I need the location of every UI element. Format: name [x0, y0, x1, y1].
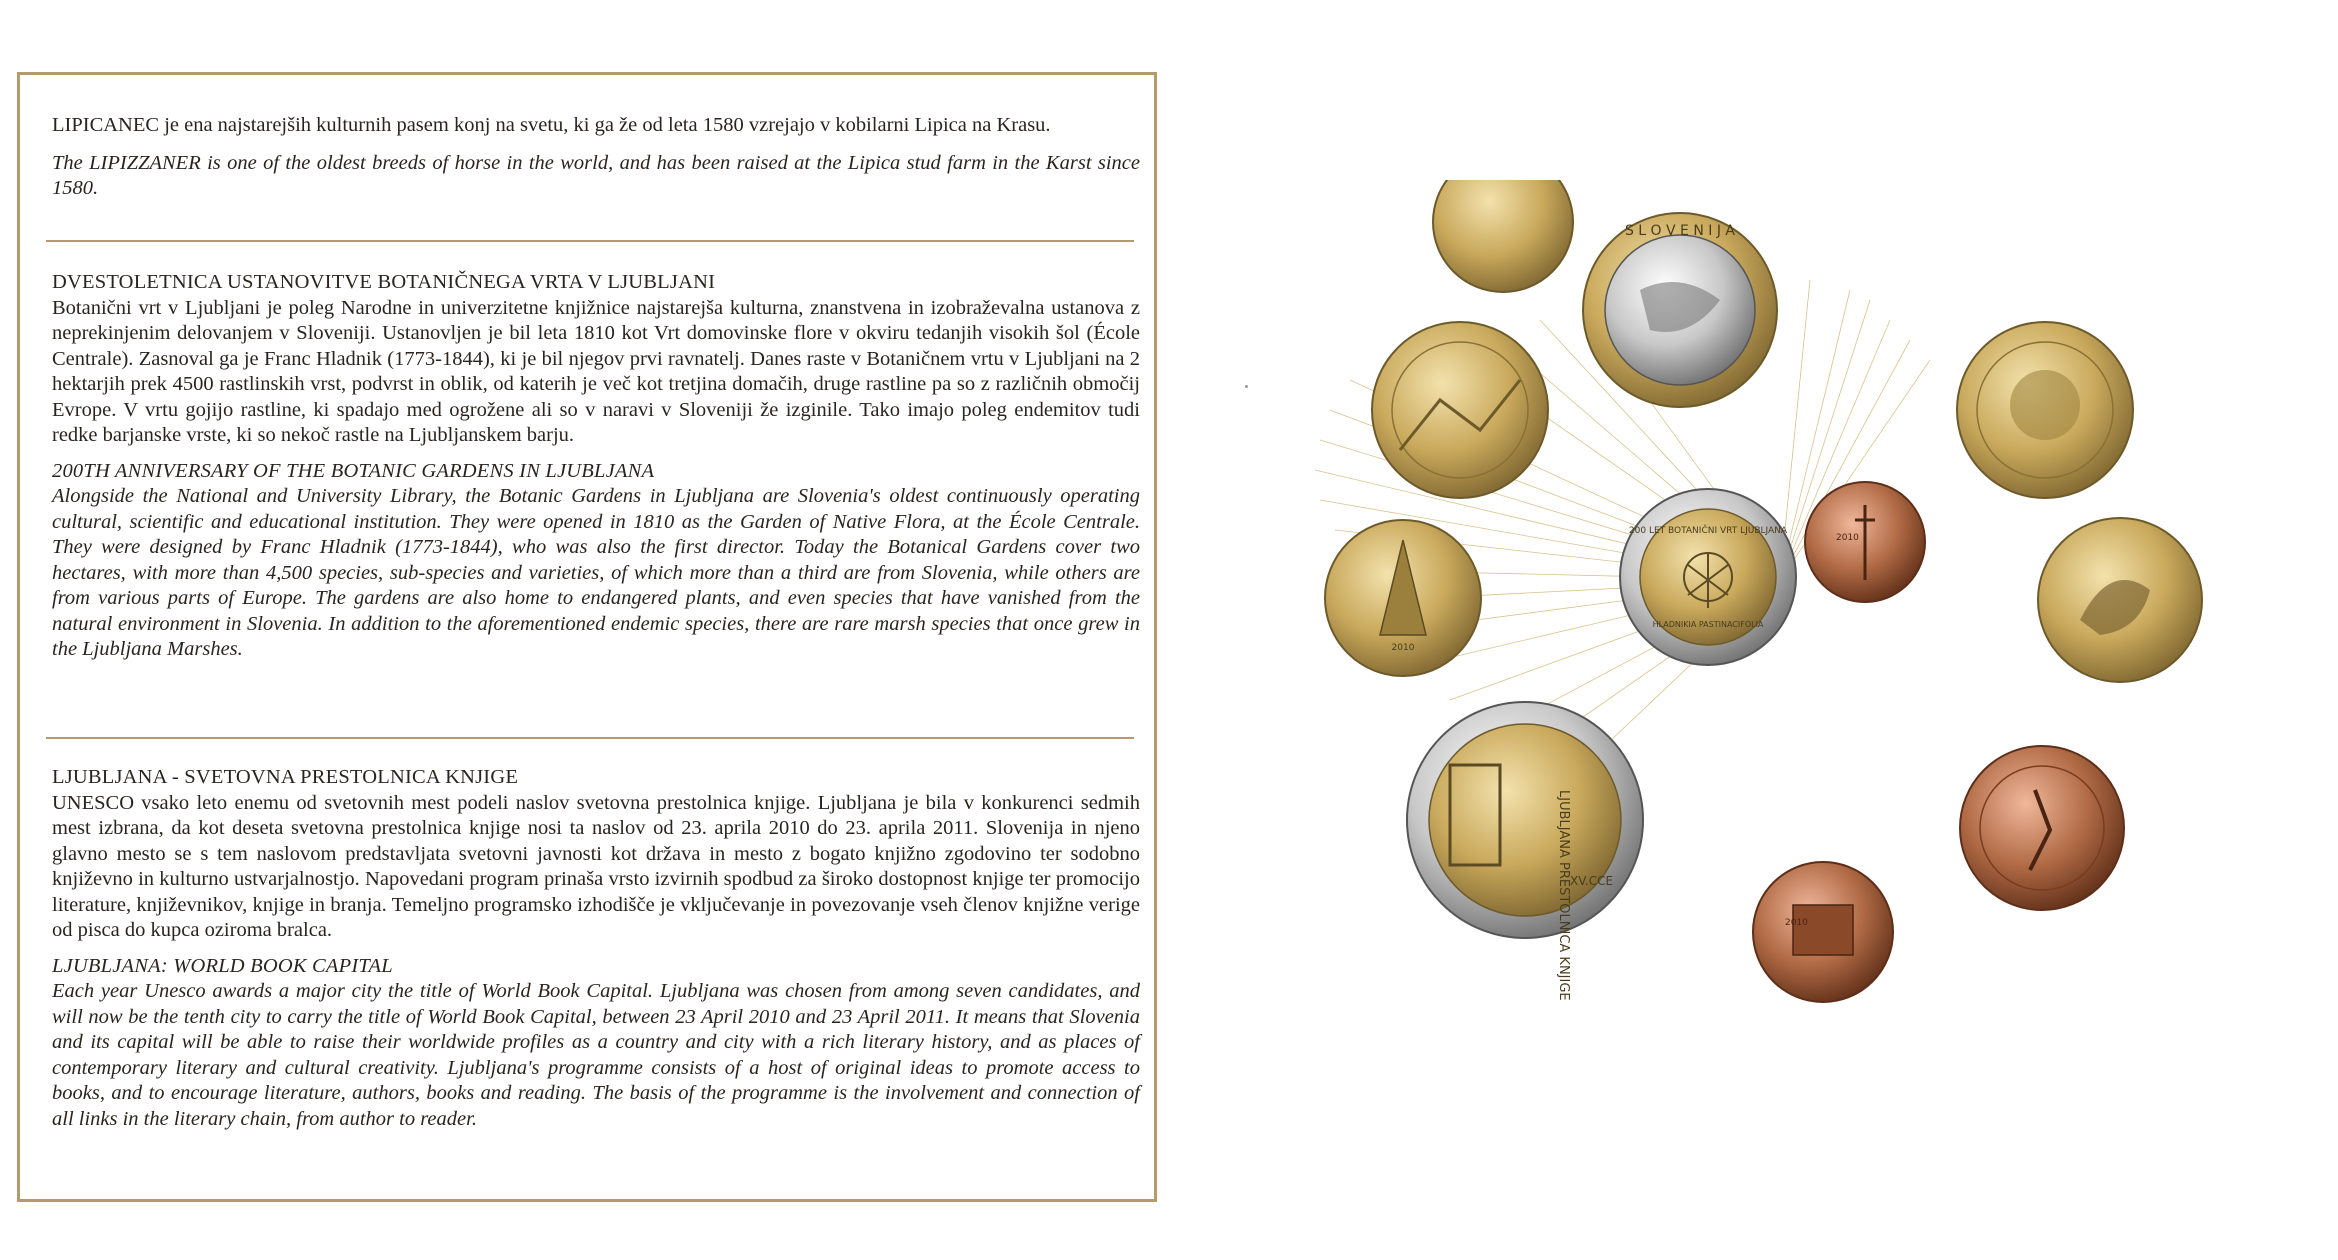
coin-50cent-copper [1753, 862, 1893, 1002]
bookcapital-section [52, 765, 1140, 1132]
botanic-section [52, 270, 1140, 663]
coin-10cent [1325, 520, 1481, 676]
coin-3euro-year: XV.CCE [1570, 874, 1614, 888]
coin-3euro-legend: LJUBLJANA PRESTOLNICA KNJIGE [1556, 790, 1571, 1001]
coin-20cent [2038, 518, 2202, 682]
coin-1euro [1433, 180, 1573, 292]
coin-1cent-year: 2010 [1836, 533, 1859, 543]
coin-right-upper [1957, 322, 2133, 498]
bookcapital-text-sl: UNESCO vsako leto enemu od svetovnih mest podeli naslov svetovna prestolnica knjige. Ljubljana je bila v konkurenci sedmih mest izbrana, da kot deseta svetovna prestolnica knjige nosi ta naslov od 23. aprila 2010 do 23. aprila 2011. Slovenija in njeno glavno mesto se s tem naslovom predstavljata svetovni javnosti kot država in mesto z bogato knjižno zgodovino ter sodobno književno in kulturno ustvarjalnostjo. Napovedani program prinaša vrsto izvirnih spodbud za široko dostopnost knjige ter promocijo literature, književnikov, knjige in branja. Temeljno programsko izhodišče je vključevanje in povezovanje vseh členov knjižne verige od pisca do kupca oziroma bralca. [52, 791, 1140, 941]
divider-1 [46, 240, 1134, 242]
coin-top-legend: S L O V E N I J A [1624, 223, 1736, 239]
bookcapital-title-en: LJUBLJANA: WORLD BOOK CAPITAL [52, 954, 393, 977]
coin-2cent [1960, 746, 2124, 910]
botanic-title-sl: DVESTOLETNICA USTANOVITVE BOTANIČNEGA VRTA V LJUBLJANI [52, 271, 716, 293]
lipica-section [52, 113, 1140, 202]
lipica-body-sl: je ena najstarejših kulturnih pasem konj na svetu, ki ga že od leta 1580 vzrejajo v kobilarni Lipica na Krasu. [159, 114, 1051, 136]
coin-2euro-species: HLADNIKIA PASTINACIFOLIA [1652, 620, 1764, 629]
divider-2 [46, 737, 1134, 739]
coin-2euro-legend: 200 LET BOTANIČNI VRT LJUBLJANA [1628, 526, 1788, 536]
coin-3euro-commemorative [1407, 702, 1643, 1001]
lipica-text-en: The LIPIZZANER is one of the oldest breeds of horse in the world, and has been raised at the Lipica stud farm in the Karst since 1580. [52, 151, 1140, 199]
coin-50cent-year: 2010 [1785, 918, 1808, 928]
botanic-text-en: Alongside the National and University Library, the Botanic Gardens in Ljubljana are Slovenia's oldest continuously operating cultural, scientific and educational institution. They were opened in 1810 as the Garden of Native Flora, at the École Centrale. They were designed by Franc Hladnik (1773-1844), who was also the first director. Today the Botanical Gardens cover two hectares, with more than 4,500 species, sub-species and varieties, of which more than a third are from Slovenia, while others are from various parts of Europe. The gardens are also home to endangered plants, and even species that have vanished from the natural environment in Slovenia. In addition to the aforementioned endemic species, there are rare marsh species that once grew in the Ljubljana Marshes. [52, 485, 1140, 660]
bookcapital-title-sl: LJUBLJANA - SVETOVNA PRESTOLNICA KNJIGE [52, 766, 519, 788]
coin-top-bimetal [1583, 213, 1777, 407]
coin-2euro [1620, 489, 1796, 665]
coin-1cent [1805, 482, 1925, 602]
bookcapital-text-en: Each year Unesco awards a major city the title of World Book Capital. Ljubljana was chosen from among seven candidates, and will now be the tenth city to carry the title of World Book Capital, between 23 April 2010 and 23 April 2011. It means that Slovenia and its capital will be able to raise their worldwide profiles as a country and city with a rich literary history, and as places of contemporary literary and cultural creativity. Ljubljana's programme consists of a host of original ideas to promote access to books, and to encourage literature, authors, books and reading. The basis of the programme is the involvement and connection of all links in the literary chain, from author to reader. [52, 980, 1140, 1130]
text-panel [17, 72, 1157, 1202]
lipica-lead: LIPICANEC [52, 114, 160, 136]
coin-10cent-year: 2010 [1391, 643, 1415, 653]
speck [1245, 385, 1248, 388]
lipica-text-sl [52, 113, 1140, 139]
botanic-title-en: 200TH ANNIVERSARY OF THE BOTANIC GARDENS IN LJUBLJANA [52, 459, 655, 482]
botanic-text-sl: Botanični vrt v Ljubljani je poleg Narodne in univerzitetne knjižnice najstarejša kulturna, znanstvena in izobraževalna ustanova z neprekinjenim delovanjem v Sloveniji. Ustanovljen je bil leta 1810 kot Vrt domovinske flore v okviru tedanjih visokih šol (École Centrale). Zasnoval ga je Franc Hladnik (1773-1844), ki je bil njegov prvi ravnatelj. Danes raste v Botaničnem vrtu v Ljubljani na 2 hektarjih prek 4500 rastlinskih vrst, podvrst in oblik, od katerih je več kot tretjina domačih, druge rastline pa so z različnih območij Evrope. V vrtu gojijo rastline, ki spadajo med ogrožene ali so v naravi v Sloveniji že izginile. Tako imajo poleg endemitov tudi redke barjanske vrste, ki so nekoč rastle na Ljubljanskem barju. [52, 296, 1140, 446]
coin-5cent [1372, 322, 1548, 498]
coin-set-illustration [1290, 180, 2290, 1080]
